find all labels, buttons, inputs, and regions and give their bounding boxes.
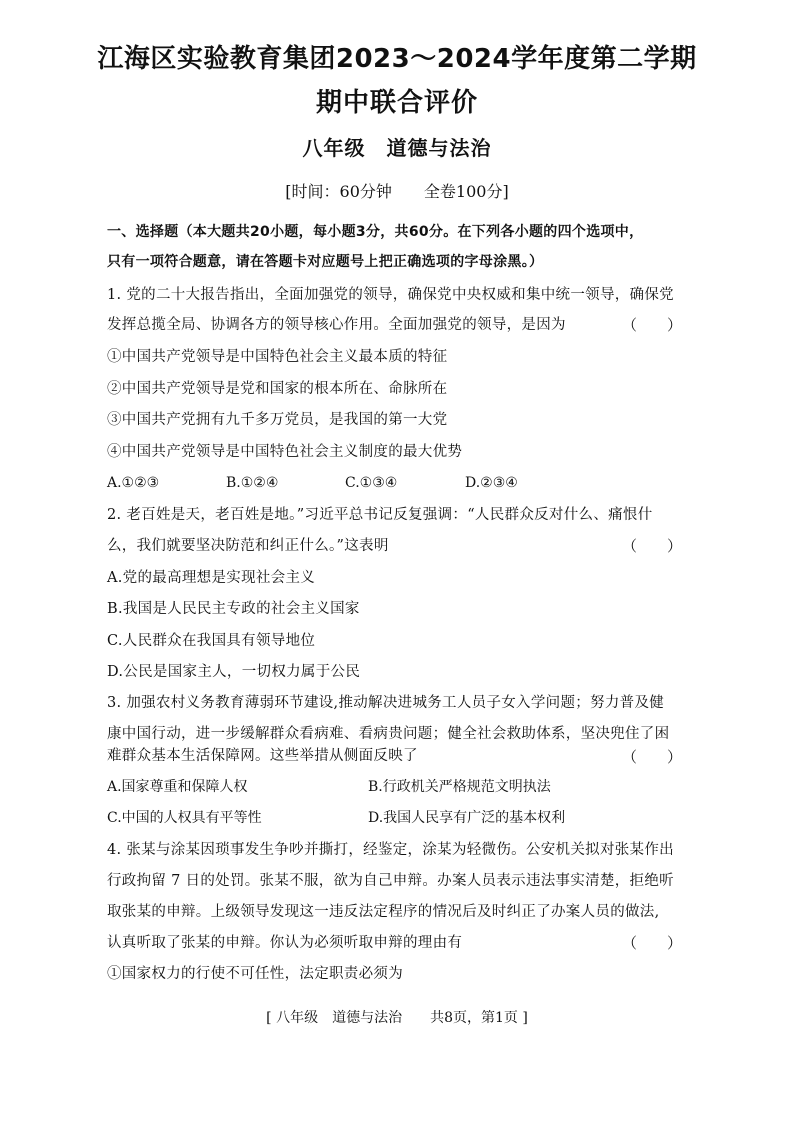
question-2-stem: 2. 老百姓是天，老百姓是地。”习近平总书记反复强调：“人民群众反对什么、痛恨什 [107, 507, 653, 523]
answer-paren: （ ） [622, 537, 683, 555]
question-1-item: ③中国共产党拥有九千多万党员，是我国的第一大党 [107, 412, 448, 428]
question-1-stem: 发挥总揽全局、协调各方的领导核心作用。全面加强党的领导，是因为 [107, 317, 566, 333]
option-d: D.②③④ [465, 475, 518, 491]
question-1-item: ④中国共产党领导是中国特色社会主义制度的最大优势 [107, 444, 463, 460]
question-3-stem: 3. 加强农村义务教育薄弱环节建设,推动解决进城务工人员子女入学问题；努力普及健 [107, 695, 665, 711]
question-4-stem: 认真听取了张某的申辩。你认为必须听取申辩的理由有 [107, 935, 463, 951]
question-4-item: ①国家权力的行使不可任性，法定职责必须为 [107, 966, 403, 982]
option-b: B.我国是人民民主专政的社会主义国家 [107, 601, 360, 617]
question-4-stem: 取张某的申辩。上级领导发现这一违反法定程序的情况后及时纠正了办案人员的做法, [107, 904, 660, 920]
section-heading: 一、选择题（本大题共20小题，每小题3分，共60分。在下列各小题的四个选项中， [107, 224, 644, 240]
option-a: A.国家尊重和保障人权 [107, 779, 248, 795]
question-1-item: ①中国共产党领导是中国特色社会主义最本质的特征 [107, 349, 448, 365]
option-d: D.我国人民享有广泛的基本权利 [368, 810, 566, 826]
page-footer: [ 八年级 道德与法治 共8页，第1页 ] [266, 1010, 528, 1026]
option-c: C.人民群众在我国具有领导地位 [107, 633, 316, 649]
answer-paren: （ ） [622, 316, 683, 334]
question-1-item: ②中国共产党领导是党和国家的根本所在、命脉所在 [107, 381, 448, 397]
question-3-stem: 难群众基本生活保障网。这些举措从侧面反映了 [107, 748, 418, 764]
option-a: A.①②③ [107, 475, 160, 491]
grade-subject: 八年级 道德与法治 [302, 136, 492, 160]
answer-paren: （ ） [622, 934, 683, 952]
answer-paren: （ ） [622, 748, 683, 766]
option-b: B.①②④ [226, 475, 279, 491]
exam-subtitle: 期中联合评价 [315, 88, 478, 118]
exam-title: 江海区实验教育集团2023～2024学年度第二学期 [97, 44, 697, 74]
question-3-stem: 康中国行动，进一步缓解群众看病难、看病贵问题；健全社会救助体系，坚决兜住了困 [107, 726, 670, 742]
option-b: B.行政机关严格规范文明执法 [368, 779, 551, 795]
option-a: A.党的最高理想是实现社会主义 [107, 570, 316, 586]
option-c: C.中国的人权具有平等性 [107, 810, 262, 826]
option-d: D.公民是国家主人，一切权力属于公民 [107, 664, 361, 680]
time-and-score: [时间：60分钟 全卷100分] [285, 182, 509, 201]
question-1-stem: 1. 党的二十大报告指出，全面加强党的领导，确保党中央权威和集中统一领导，确保党 [107, 287, 674, 303]
option-c: C.①③④ [345, 475, 398, 491]
section-heading: 只有一项符合题意，请在答题卡对应题号上把正确选项的字母涂黑。） [107, 254, 544, 270]
question-4-stem: 行政拘留 7 日的处罚。张某不服，欲为自己申辩。办案人员表示违法事实清楚，拒绝听 [107, 873, 674, 889]
question-2-stem: 么，我们就要坚决防范和纠正什么。”这表明 [107, 538, 389, 554]
question-4-stem: 4. 张某与涂某因琐事发生争吵并撕打，经鉴定，涂某为轻微伤。公安机关拟对张某作出 [107, 842, 674, 858]
